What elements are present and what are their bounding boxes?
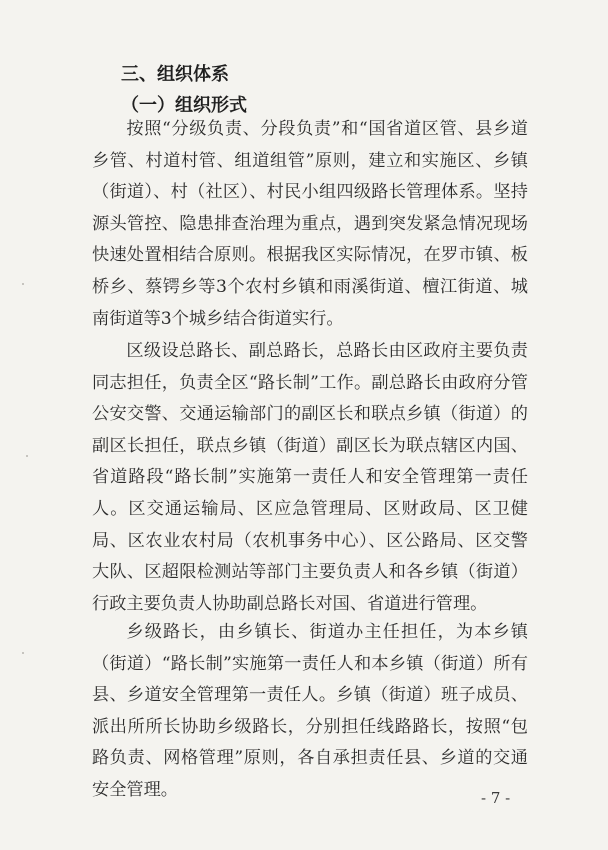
page-number: - 7 -: [481, 789, 511, 807]
subsection-title: （一）组织形式: [121, 95, 247, 116]
paragraph-district-road-chief: 区级设总路长、副总路长，总路长由区政府主要负责同志担任，负责全区“路长制”工作。副总路长由政府分管公安交警、交通运输部门的副区长和联点乡镇（街道）的副区长担任，联点乡镇（街道）副区长为联点辖区内国、省道路段“路长制”实施第一责任人和安全管理第一责任人。区交通运输局、区应急管理局、区财政局、区卫健局、区农业农村局（农机事务中心）、区公路局、区交警大队、区超限检测站等部门主要负责人和各乡镇（街道）行政主要负责人协助副总路长对国、省道进行管理。: [92, 341, 528, 614]
section-title: 三、组织体系: [121, 64, 229, 85]
scan-speck: [22, 652, 24, 654]
paragraph-township-road-chief: 乡级路长，由乡镇长、街道办主任担任，为本乡镇（街道）“路长制”实施第一责任人和本乡镇（街道）所有县、乡道安全管理第一责任人。乡镇（街道）班子成员、派出所所长协助乡级路长，分别担任线路路长，按照“包路负责、网格管理”原则，各自承担责任县、乡道的交通安全管理。: [92, 622, 528, 800]
paragraph-organization-form: 按照“分级负责、分段负责”和“国省道区管、县乡道乡管、村道村管、组道组管”原则，建立和实施区、乡镇（街道）、村（社区）、村民小组四级路长管理体系。坚持源头管控、隐患排查治理为重点，遇到突发紧急情况现场快速处置相结合原则。根据我区实际情况，在罗市镇、板桥乡、蔡锷乡等3个农村乡镇和雨溪街道、檀江街道、城南街道等3个城乡结合街道实行。: [92, 119, 528, 329]
scan-speck: [22, 283, 24, 285]
scan-speck: [26, 455, 28, 457]
